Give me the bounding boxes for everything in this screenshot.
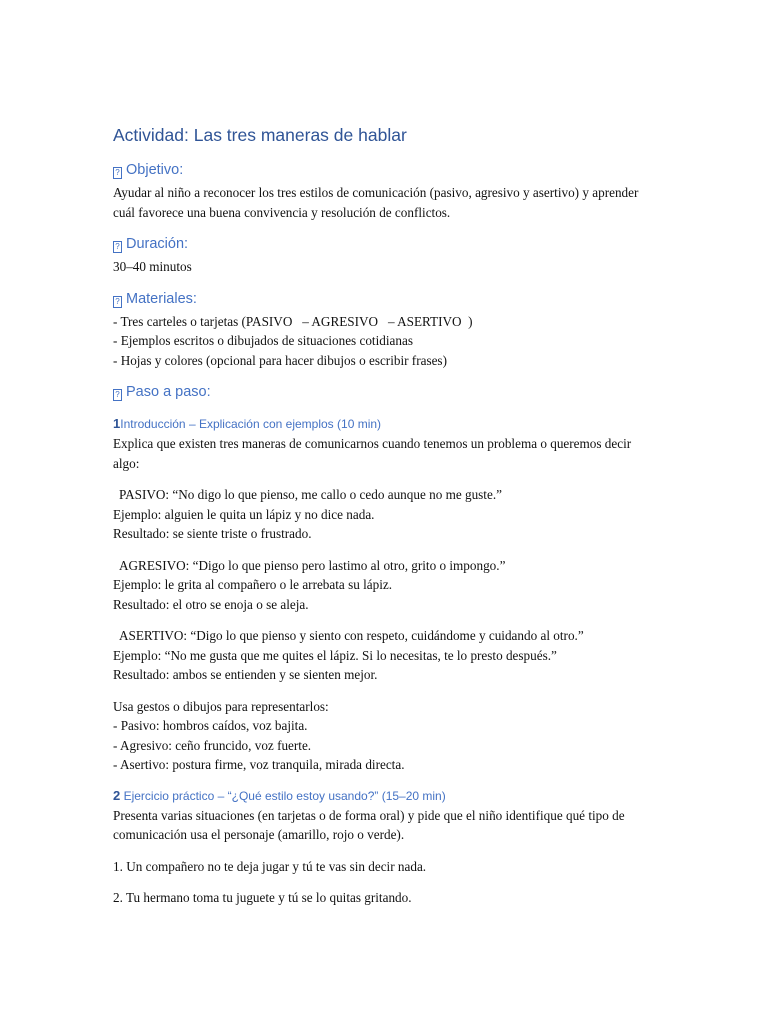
- page-title: Actividad: Las tres maneras de hablar: [113, 125, 407, 145]
- step2-intro: Presenta varias situaciones (en tarjetas o de forma oral) y pide que el niño identifique qué tipo de comunicación usa el personaje (amarillo, rojo o verde).: [113, 807, 625, 842]
- missing-glyph-icon: ?: [113, 241, 122, 253]
- missing-glyph-icon: ?: [113, 296, 122, 308]
- step2-number: 2: [113, 787, 121, 803]
- materiales-heading: [113, 289, 653, 309]
- step1-heading-text: Introducción – Explicación con ejemplos (10 min): [120, 417, 382, 431]
- situation-item: 2. Tu hermano toma tu juguete y tú se lo quitas gritando.: [113, 890, 412, 905]
- duracion-heading-text: Duración:: [126, 236, 189, 252]
- situation-item: 1. Un compañero no te deja jugar y tú te vas sin decir nada.: [113, 858, 427, 874]
- gestures-item: - Asertivo: postura firme, voz tranquila, mirada directa.: [113, 757, 405, 772]
- style-asertivo-result: Resultado: ambos se entienden y se sienten mejor.: [113, 667, 378, 682]
- style-pasivo-result: Resultado: se siente triste o frustrado.: [113, 526, 312, 541]
- style-pasivo-example: Ejemplo: alguien le quita un lápiz y no dice nada.: [113, 506, 375, 522]
- paso-heading: [113, 382, 653, 402]
- style-agresivo-line: AGRESIVO: “Digo lo que pienso pero lastimo al otro, grito o impongo.”: [119, 557, 506, 573]
- style-pasivo-line: PASIVO: “No digo lo que pienso, me callo o cedo aunque no me guste.”: [119, 487, 502, 502]
- gestures-intro: Usa gestos o dibujos para representarlos:: [113, 698, 329, 714]
- materiales-heading-text: Materiales:: [126, 290, 197, 307]
- gestures-item: - Agresivo: ceño fruncido, voz fuerte.: [113, 737, 312, 753]
- step1-heading: [113, 415, 653, 433]
- missing-glyph-icon: ?: [113, 167, 122, 179]
- paso-heading-text: Paso a paso:: [126, 384, 211, 400]
- objetivo-heading-text: Objetivo:: [126, 162, 184, 178]
- missing-glyph-icon: ?: [113, 389, 122, 401]
- duracion-text: 30–40 minutos: [113, 259, 192, 274]
- step1-intro: Explica que existen tres maneras de comunicarnos cuando tenemos un problema o queremos decir algo:: [113, 436, 632, 471]
- step2-heading-text: Ejercicio práctico – “¿Qué estilo estoy usando?” (15–20 min): [123, 788, 446, 803]
- materiales-item: - Tres carteles o tarjetas (PASIVO – AGRESIVO – ASERTIVO ): [113, 313, 473, 329]
- objetivo-text: Ayudar al niño a reconocer los tres estilos de comunicación (pasivo, agresivo y asertivo) y aprender cuál favorece una buena convivencia y resolución de conflictos.: [113, 185, 639, 220]
- style-asertivo-example: Ejemplo: “No me gusta que me quites el lápiz. Si lo necesitas, te lo presto después.”: [113, 647, 557, 663]
- style-agresivo-result: Resultado: el otro se enoja o se aleja.: [113, 596, 309, 612]
- gestures-item: - Pasivo: hombros caídos, voz bajita.: [113, 718, 308, 733]
- materiales-item: - Hojas y colores (opcional para hacer dibujos o escribir frases): [113, 352, 447, 368]
- step1-number: 1: [113, 416, 121, 431]
- style-asertivo-line: ASERTIVO: “Digo lo que pienso y siento con respeto, cuidándome y cuidando al otro.”: [119, 628, 584, 643]
- duracion-heading: [113, 234, 653, 254]
- objetivo-heading: [113, 160, 653, 180]
- materiales-item: - Ejemplos escritos o dibujados de situaciones cotidianas: [113, 333, 413, 348]
- style-agresivo-example: Ejemplo: le grita al compañero o le arrebata su lápiz.: [113, 577, 393, 592]
- step2-heading: [113, 787, 653, 805]
- document-body: [113, 122, 653, 908]
